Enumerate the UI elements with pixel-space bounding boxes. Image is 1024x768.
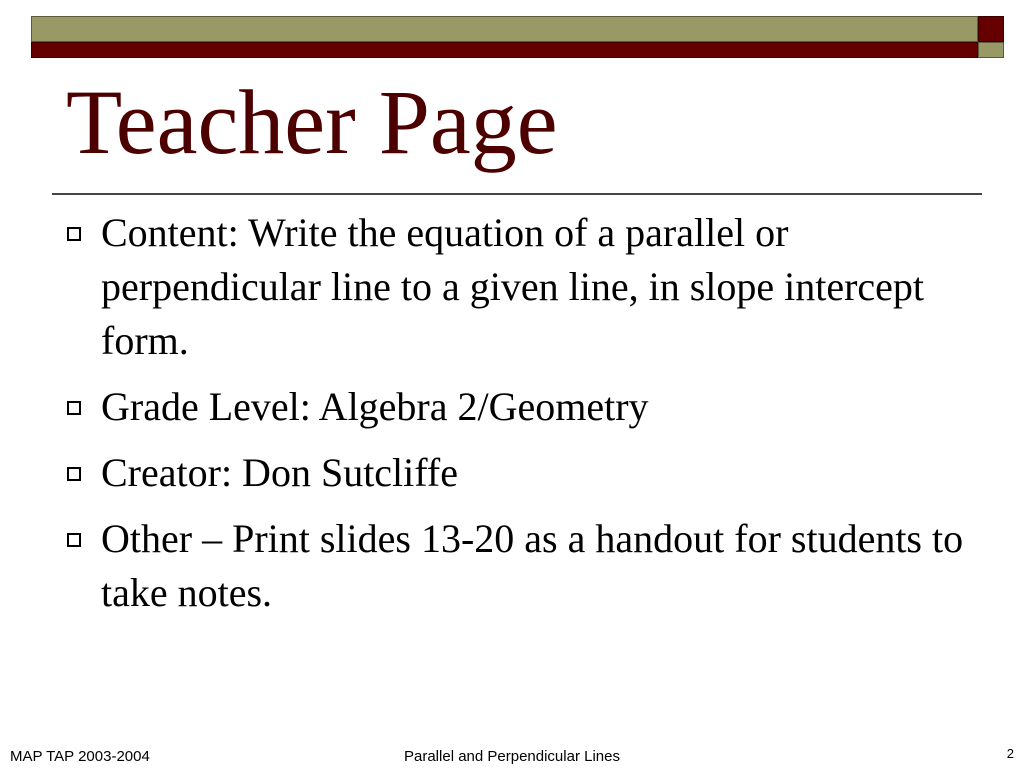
bullet-text: Creator: Don Sutcliffe	[101, 450, 458, 495]
title-divider	[52, 193, 982, 195]
bullet-text: Grade Level: Algebra 2/Geometry	[101, 384, 649, 429]
slide-title: Teacher Page	[66, 71, 558, 173]
hollow-square-bullet-icon	[67, 227, 81, 241]
hollow-square-bullet-icon	[67, 533, 81, 547]
footer-left-text: MAP TAP 2003-2004	[10, 748, 150, 765]
hollow-square-bullet-icon	[67, 401, 81, 415]
header-band-olive	[31, 16, 978, 42]
header-corner-square-maroon	[978, 16, 1004, 42]
bullet-item	[66, 206, 966, 368]
bullet-text: Other – Print slides 13-20 as a handout for students to take notes.	[101, 516, 964, 615]
footer-center-text: Parallel and Perpendicular Lines	[404, 748, 620, 765]
bullet-item	[66, 446, 966, 500]
bullet-item	[66, 380, 966, 434]
bullet-item	[66, 512, 966, 620]
header-corner-square-olive	[978, 42, 1004, 58]
slide-number: 2	[1006, 746, 1014, 761]
hollow-square-bullet-icon	[67, 467, 81, 481]
bullet-list	[66, 206, 966, 632]
header-band-maroon	[31, 42, 978, 58]
bullet-text: Content: Write the equation of a parallel or perpendicular line to a given line, in slope intercept form.	[101, 210, 925, 363]
